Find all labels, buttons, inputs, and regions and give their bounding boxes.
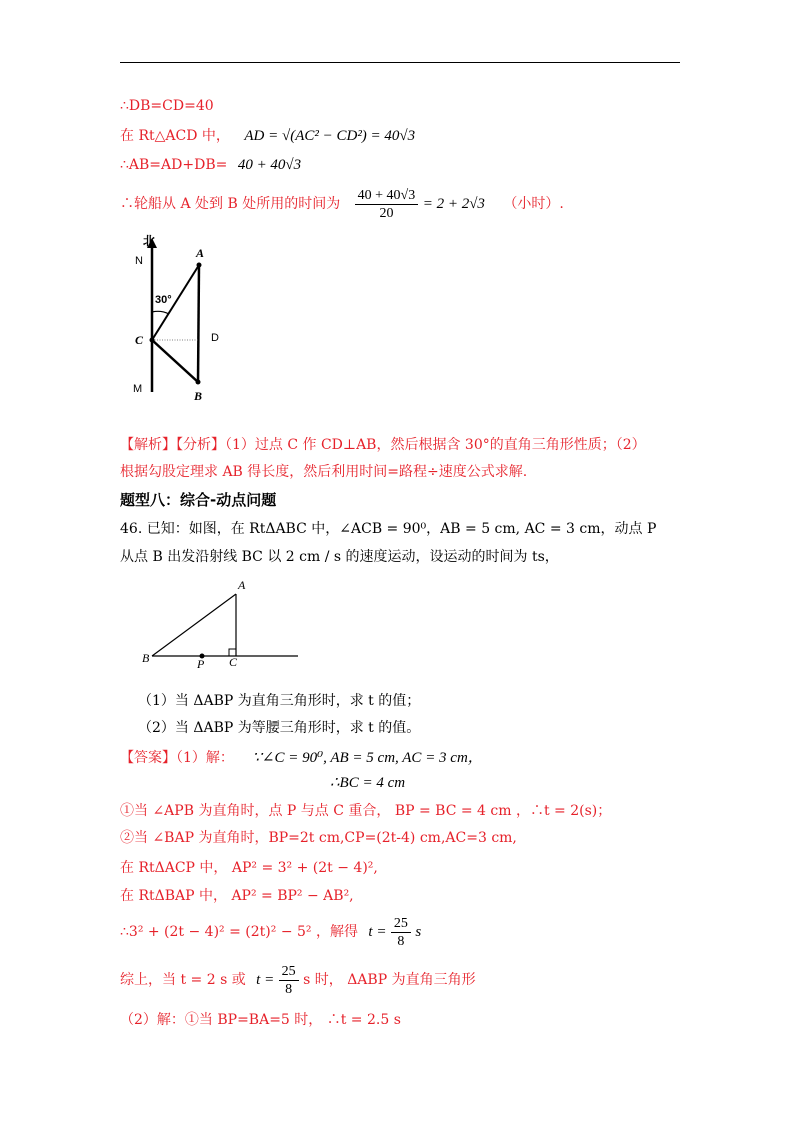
line-ad-prefix: 在 Rt△ACD 中， [120, 128, 230, 144]
north-label: 北 [143, 234, 156, 248]
tri-label-p: P [197, 657, 205, 671]
section-heading: 题型八：综合-动点问题 [120, 491, 277, 509]
line-time-prefix: ∴轮船从 A 处到 B 处所用的时间为 [120, 196, 341, 212]
time-result: = 2 + 2√3 [422, 196, 485, 212]
analysis-line-1: 【解析】【分析】（1）过点 C 作 CD⊥AB，然后根据含 30°的直角三角形性质；（2） [120, 437, 646, 453]
label-n: N [135, 255, 143, 267]
line-ad-formula: AD = √(AC² − CD²) = 40√3 [244, 128, 416, 144]
line-db-cd: ∴DB=CD=40 [120, 98, 214, 114]
tri-label-c: C [229, 655, 238, 669]
triangle-svg [140, 578, 305, 668]
figure-bearing-diagram [125, 232, 235, 407]
equation-acp: 在 RtΔACP 中， AP² = 3² + (2t − 4)², [120, 860, 378, 876]
label-c: C [135, 333, 144, 347]
label-30-degree: 30° [155, 294, 172, 306]
header-rule [120, 62, 680, 63]
line-ab-formula: 40 + 40√3 [237, 157, 302, 173]
time-unit: （小时）. [503, 196, 564, 212]
summary-fraction-numerator: 25 [279, 963, 299, 981]
label-a: A [196, 246, 205, 260]
label-m: M [133, 383, 143, 395]
question-46-line-2: 从点 B 出发沿射线 BC 以 2 cm / s 的速度运动，设运动的时间为 ts， [120, 549, 559, 565]
question-46-line-1: 46. 已知：如图，在 RtΔABC 中，∠ACB = 90⁰，AB = 5 cm, AC = 3 cm，动点 P [120, 521, 657, 537]
part-2-line: （2）解：①当 BP=BA=5 时， ∴t = 2.5 s [120, 1012, 401, 1028]
line-ad [120, 126, 415, 146]
solve-fraction-denominator: 8 [397, 933, 405, 949]
summary-suffix: s 时， ΔABP 为直角三角形 [303, 972, 476, 988]
line-ab-prefix: ∴AB=AD+DB= [120, 157, 228, 173]
figure-triangle [140, 578, 305, 671]
solve-unit: s [415, 924, 422, 940]
analysis-line-2: 根据勾股定理求 AB 得长度，然后利用时间=路程÷速度公式求解. [120, 464, 528, 480]
summary-t: t = [256, 972, 275, 988]
time-fraction [355, 187, 419, 222]
tri-label-b: B [142, 651, 150, 665]
solve-line [120, 914, 421, 950]
label-d: D [211, 332, 219, 344]
equation-bap: 在 RtΔBAP 中， AP² = BP² − AB², [120, 888, 354, 904]
answer-label: 【答案】（1）解： [120, 750, 234, 766]
tri-label-a: A [238, 578, 246, 592]
time-fraction-denominator: 20 [379, 205, 394, 221]
sub-question-2: （2）当 ΔABP 为等腰三角形时，求 t 的值。 [138, 720, 421, 736]
solve-fraction [391, 915, 411, 950]
case-1: ①当 ∠APB 为直角时，点 P 与点 C 重合， BP = BC = 4 cm ，∴t = 2(s)； [120, 803, 612, 819]
solve-equation: ∴3² + (2t − 4)² = (2t)² − 5² ，解得 [120, 924, 358, 940]
summary-fraction [279, 963, 299, 998]
case-2: ②当 ∠BAP 为直角时，BP=2t cm,CP=(2t-4) cm,AC=3 cm, [120, 830, 517, 846]
summary-fraction-denominator: 8 [285, 981, 293, 997]
line-ab [120, 155, 301, 175]
label-b: B [194, 389, 203, 403]
answer-line [120, 748, 483, 768]
summary-prefix: 综上，当 t = 2 s 或 [120, 972, 246, 988]
solve-fraction-numerator: 25 [391, 915, 411, 933]
answer-given: ∵∠C = 90⁰, AB = 5 cm, AC = 3 cm， [252, 750, 483, 766]
bc-result: ∴BC = 4 cm [330, 775, 406, 791]
line-time [120, 186, 564, 222]
time-fraction-numerator: 40 + 40√3 [355, 187, 419, 205]
summary-line [120, 962, 476, 998]
solve-t: t = [368, 924, 387, 940]
sub-question-1: （1）当 ΔABP 为直角三角形时，求 t 的值； [138, 693, 421, 709]
